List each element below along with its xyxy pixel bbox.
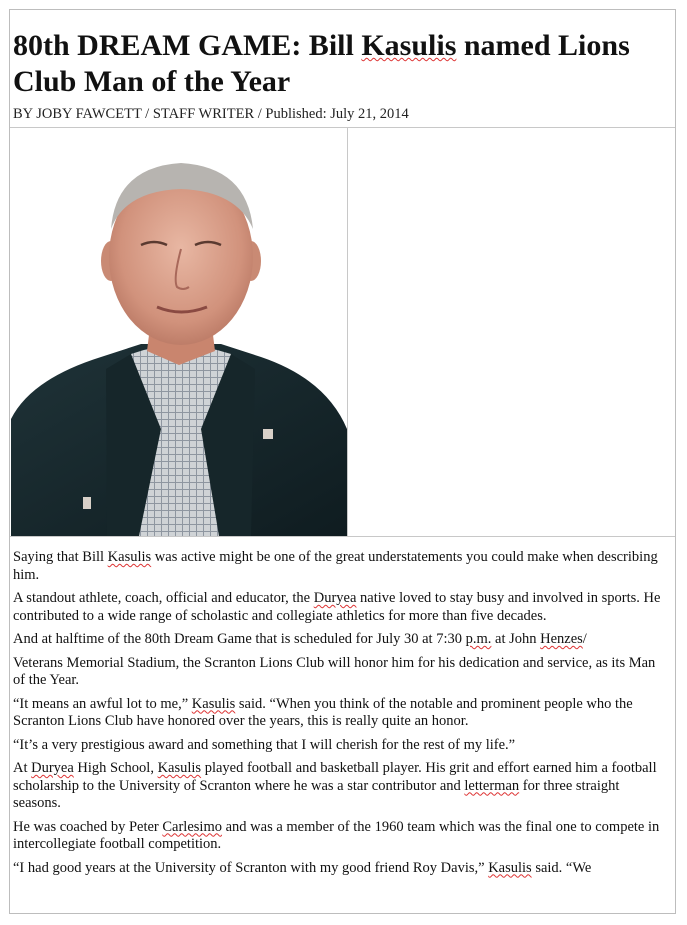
paragraph: A standout athlete, coach, official and educator, the Duryea native loved to stay busy and involved in sports. He contributed to a wide range of scholastic and collegiate athletics for more than five decades. <box>13 590 661 624</box>
byline: BY JOBY FAWCETT / STAFF WRITER / Published: July 21, 2014 <box>13 106 409 122</box>
photo-row <box>10 128 675 536</box>
paragraph: At Duryea High School, Kasulis played football and basketball player. His grit and effort earned him a football scholarship to the University of Scranton where he was a star contributor and letterman for three straight seasons. <box>13 760 657 811</box>
headline-name: Kasulis <box>361 29 457 62</box>
paragraph: “It’s a very prestigious award and something that I will cherish for the rest of my life.” <box>13 736 516 753</box>
paragraph: Veterans Memorial Stadium, the Scranton Lions Club will honor him for his dedication and service, as its Man of the Year. <box>13 654 656 688</box>
paragraph: He was coached by Peter Carlesimo and was a member of the 1960 team which was the final one to compete in intercollegiate football competition. <box>13 818 660 852</box>
paragraph: Saying that Bill Kasulis was active might be one of the great understatements you could make when describing him. <box>13 549 658 583</box>
headline-text: 80th DREAM GAME: Bill <box>13 29 362 62</box>
paragraph: “It means an awful lot to me,” Kasulis said. “When you think of the notable and prominent people who the Scranton Lions Club have honored over the years, this is really quite an honor. <box>13 695 633 729</box>
headline <box>10 10 675 100</box>
article-frame <box>9 9 676 914</box>
headline-text-end: named Lions Club Man of the Year <box>13 29 630 98</box>
photo-divider <box>347 128 348 536</box>
article-body <box>10 537 675 877</box>
paragraph: “I had good years at the University of Scranton with my good friend Roy Davis,” Kasulis said. “We <box>13 859 592 876</box>
paragraph: And at halftime of the 80th Dream Game that is scheduled for July 30 at 7:30 p.m. at John Henzes/ <box>13 631 587 647</box>
portrait-illustration <box>11 129 347 536</box>
portrait-photo <box>11 129 347 536</box>
